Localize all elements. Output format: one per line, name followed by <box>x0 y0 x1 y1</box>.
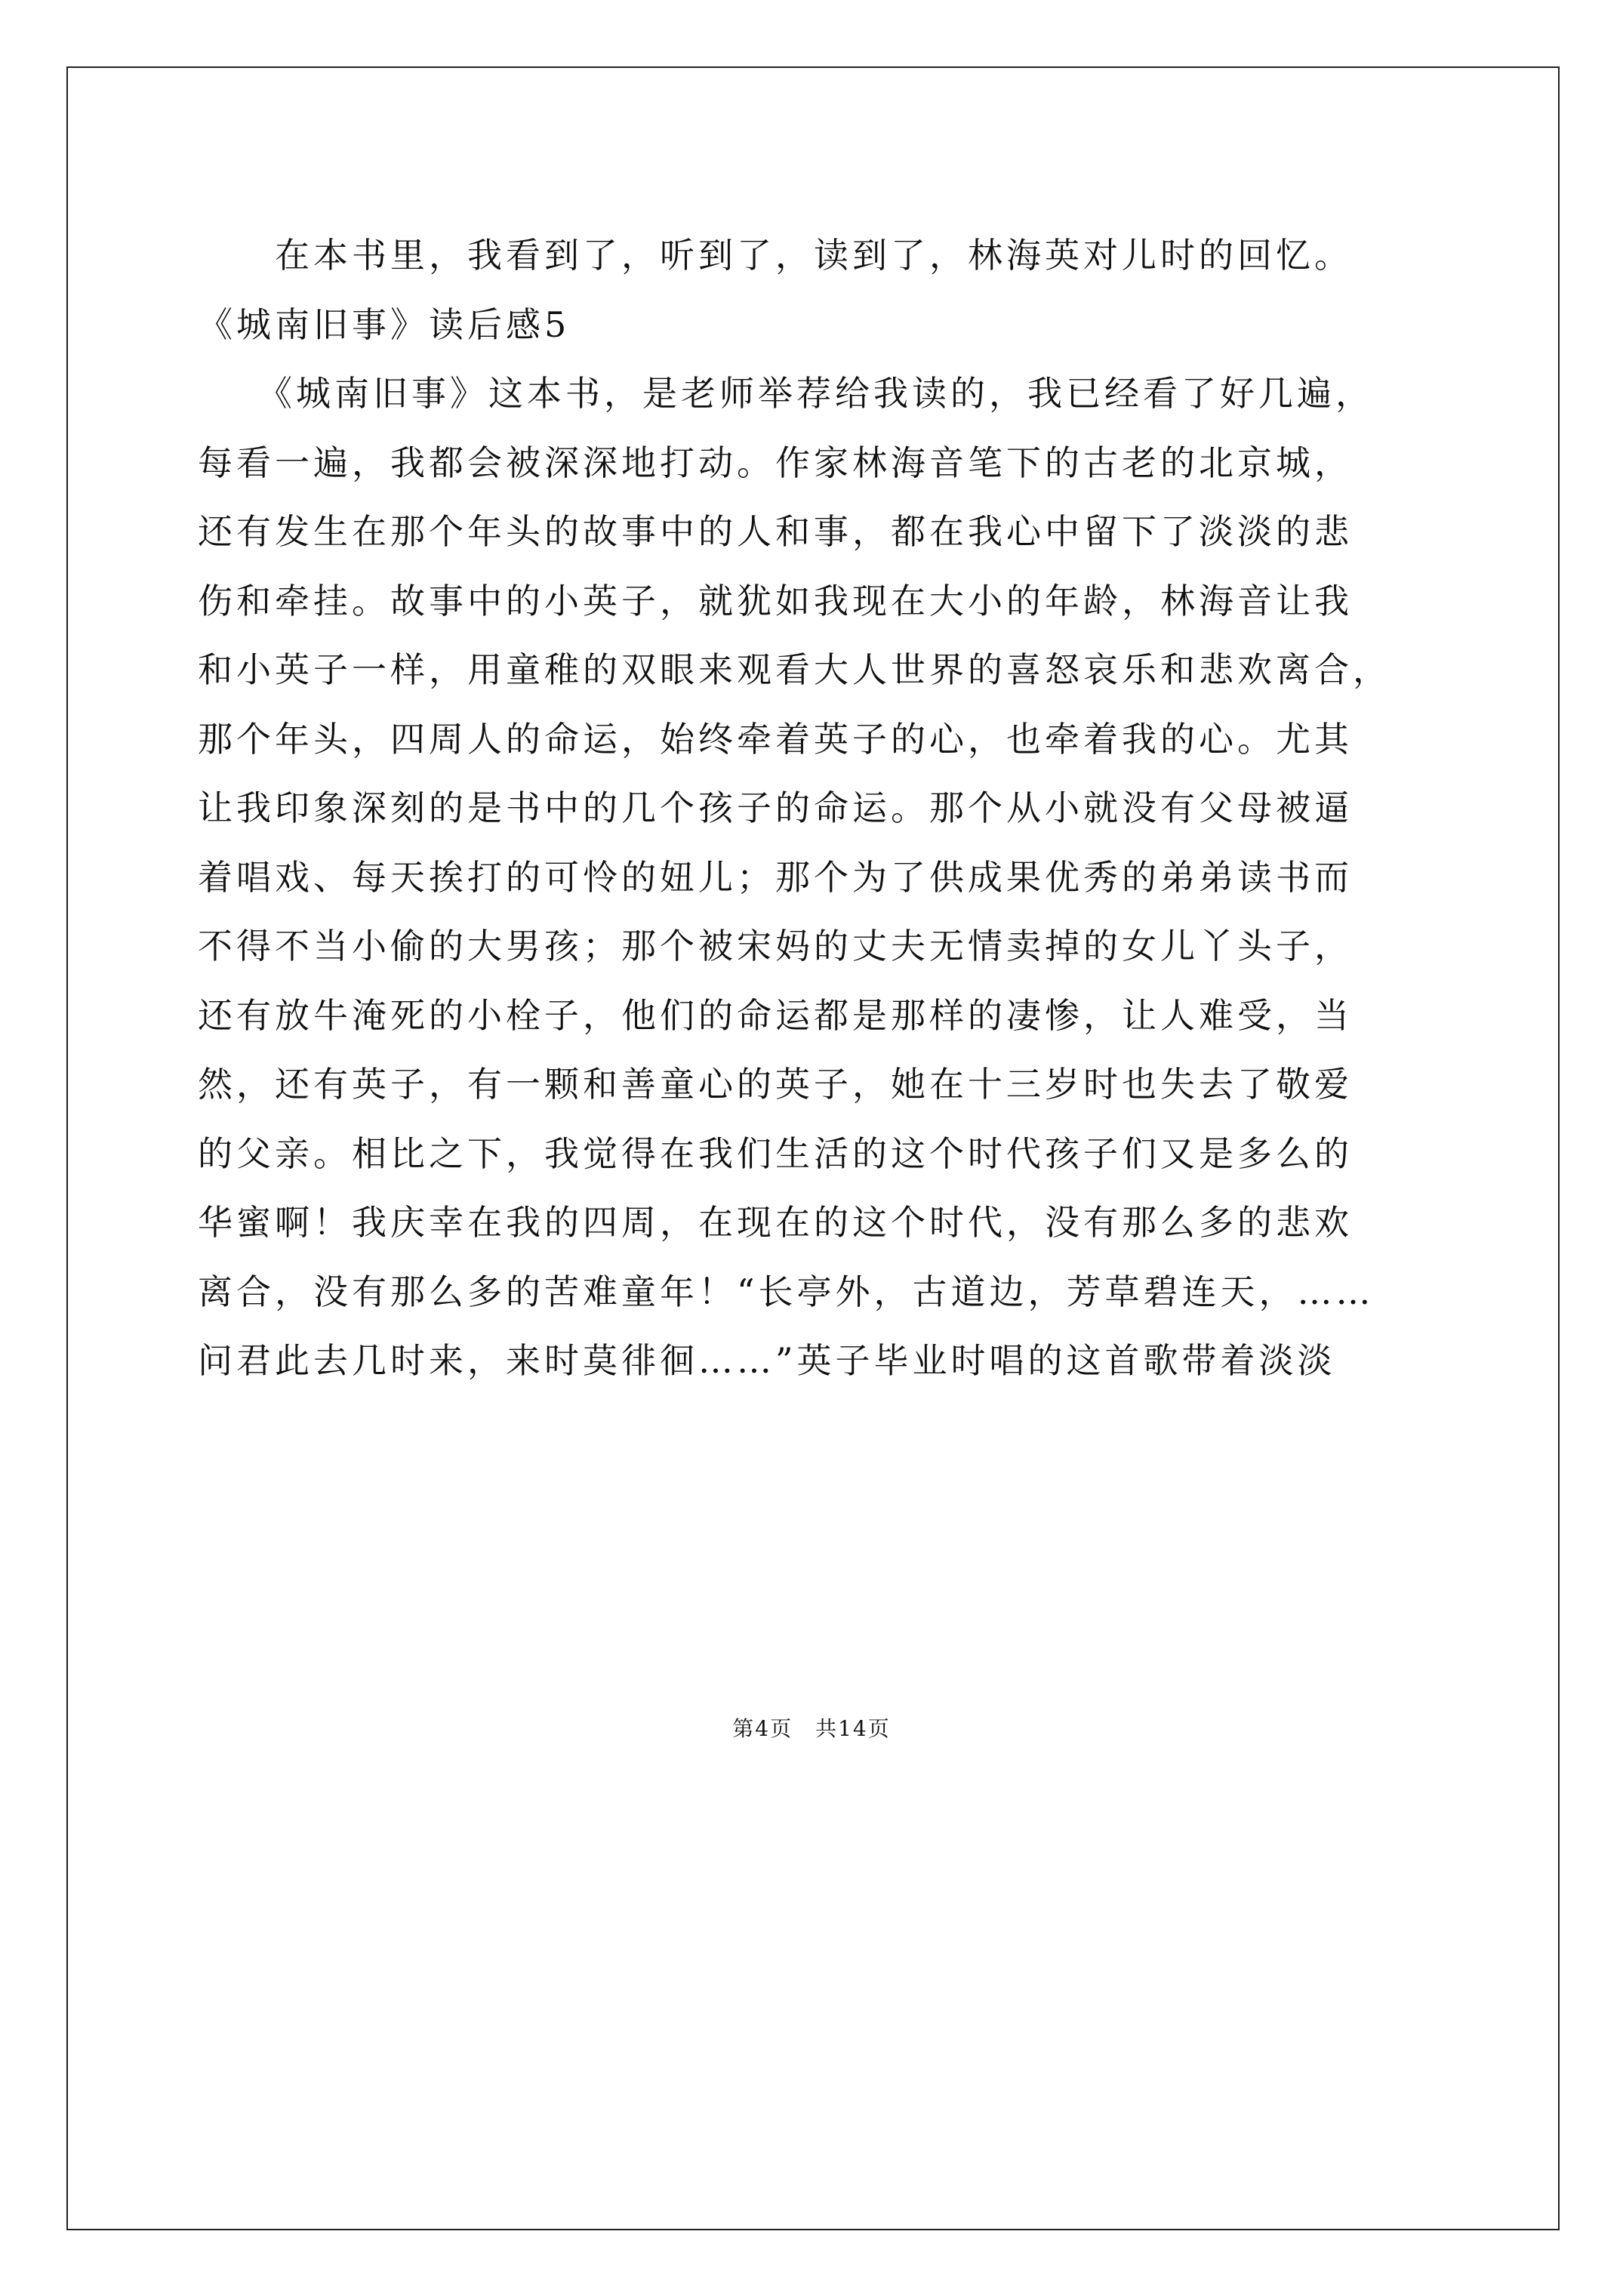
text-line: 问君此去几时来，来时莫徘徊……”英子毕业时唱的这首歌带着淡淡 <box>198 1340 1336 1381</box>
section-heading: 《城南旧事》读后感5 <box>198 304 571 345</box>
text-line: 着唱戏、每天挨打的可怜的妞儿；那个为了供成果优秀的弟弟读书而 <box>198 857 1353 898</box>
text-line: 让我印象深刻的是书中的几个孩子的命运。那个从小就没有父母被逼 <box>198 787 1353 828</box>
text-line: 华蜜啊！我庆幸在我的四周，在现在的这个时代，没有那么多的悲欢 <box>198 1202 1353 1243</box>
text-line: 还有放牛淹死的小栓子，他们的命运都是那样的凄惨，让人难受，当 <box>198 995 1353 1036</box>
text-line: 的父亲。相比之下，我觉得在我们生活的这个时代孩子们又是多么的 <box>198 1133 1353 1174</box>
text-line: 和小英子一样，用童稚的双眼来观看大人世界的喜怒哀乐和悲欢离合， <box>198 649 1391 690</box>
text-line: 不得不当小偷的大男孩；那个被宋妈的丈夫无情卖掉的女儿丫头子， <box>198 926 1353 966</box>
text-line: 在本书里，我看到了，听到了，读到了，林海英对儿时的回忆。 <box>198 235 1353 276</box>
page-number-footer: 第4页 共14页 <box>732 1716 891 1741</box>
text-line: 然，还有英子，有一颗和善童心的英子，她在十三岁时也失去了敬爱 <box>198 1064 1353 1105</box>
text-line: 那个年头，四周人的命运，始终牵着英子的心，也牵着我的心。尤其 <box>198 719 1353 760</box>
text-line: 每看一遍，我都会被深深地打动。作家林海音笔下的古老的北京城， <box>198 442 1353 483</box>
text-line: 《城南旧事》这本书，是老师举荐给我读的，我已经看了好几遍， <box>198 373 1374 414</box>
text-line: 还有发生在那个年头的故事中的人和事，都在我心中留下了淡淡的悲 <box>198 511 1353 552</box>
text-line: 伤和牵挂。故事中的小英子，就犹如我现在大小的年龄，林海音让我 <box>198 581 1353 621</box>
text-line: 离合，没有那么多的苦难童年！“长亭外，古道边，芳草碧连天，…… <box>198 1271 1375 1312</box>
